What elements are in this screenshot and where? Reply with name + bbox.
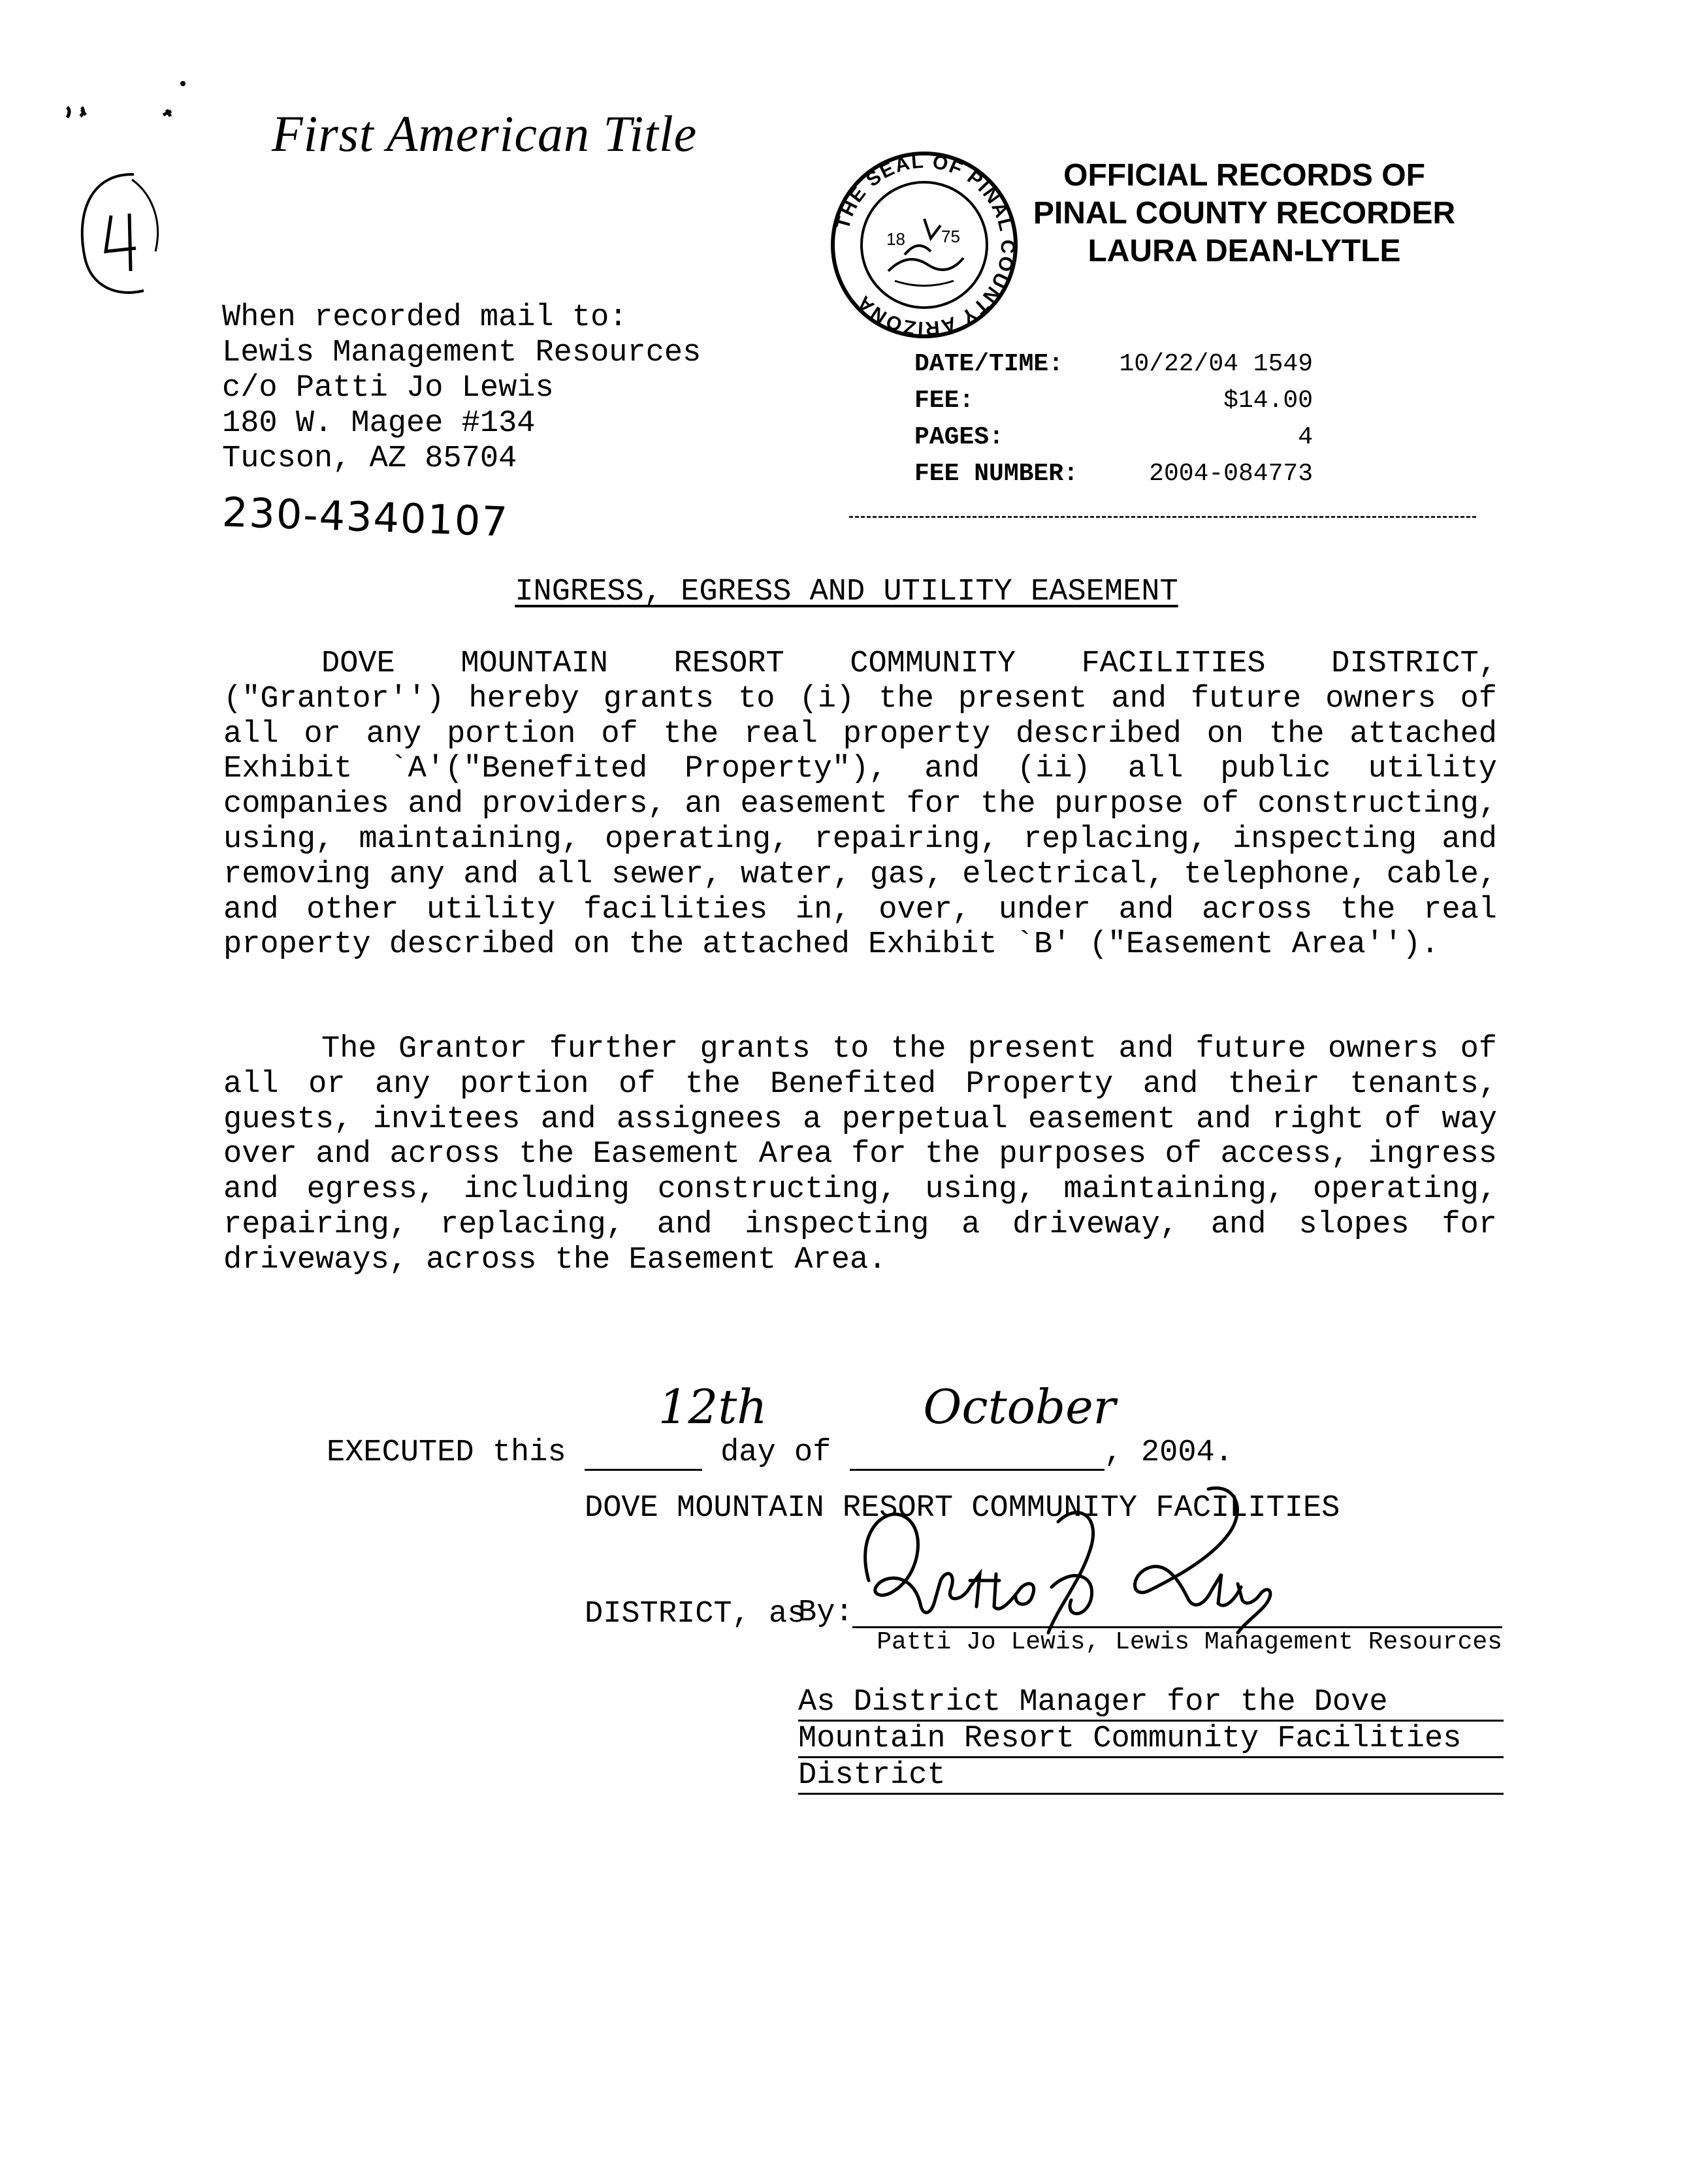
org-line: DISTRICT, as [585, 1597, 806, 1631]
recorder-line: LAURA DEAN-LYTLE [1088, 234, 1401, 268]
info-label: PAGES: [914, 423, 1004, 451]
mail-to-line: Tucson, AZ 85704 [222, 442, 517, 476]
recorder-header [1019, 157, 1470, 270]
signer-title-block [798, 1685, 1504, 1795]
mail-to-line: When recorded mail to: [222, 300, 628, 335]
info-value: 2004-084773 [1149, 460, 1313, 488]
execution-month: October [923, 1379, 1116, 1434]
mail-to-block [222, 300, 701, 477]
stray-marks-graphic [49, 72, 206, 124]
signer-title-line: As District Manager for the Dove [798, 1685, 1504, 1722]
recorder-line: OFFICIAL RECORDS OF [1063, 158, 1425, 193]
seal-year-left: 18 [886, 229, 905, 249]
org-line: DOVE MOUNTAIN RESORT COMMUNITY FACILITIES [585, 1491, 1340, 1526]
info-row-pages [914, 419, 1313, 456]
handwritten-parcel-number: 230-4340107 [221, 488, 509, 546]
info-value: $14.00 [1223, 387, 1313, 415]
seal-icon [826, 147, 1022, 343]
easement-paragraph-2: The Grantor further grants to the present and future owners of all or any portion of the Benefited Property and their tenants, guests, invitees and assignees a perpetual easement and right of way over and across the Easement Area for the purposes of access, ingress and egress, including constructing, using, maintaining, operating, repairing, replacing, and inspecting a driveway, and slopes for driveways, across the Easement Area. [223, 1032, 1497, 1277]
signer-name: Patti Jo Lewis, Lewis Management Resources [877, 1628, 1502, 1656]
signer-title-line: Mountain Resort Community Facilities [798, 1722, 1504, 1758]
info-row-datetime [914, 346, 1313, 383]
info-label: FEE NUMBER: [914, 460, 1078, 488]
seal-ring-text: THE SEAL OF PINAL COUNTY ARIZONA [831, 150, 1019, 340]
mail-to-line: 180 W. Magee #134 [222, 406, 536, 441]
company-title: First American Title [272, 105, 698, 162]
recording-divider [849, 516, 1476, 518]
execution-middle: day of [701, 1436, 850, 1470]
document-title-text: INGRESS, EGRESS AND UTILITY EASEMENT [515, 575, 1178, 609]
execution-prefix: EXECUTED this [327, 1436, 585, 1470]
document-title [0, 575, 1693, 610]
svg-text:THE SEAL OF PINAL COUNTY ARIZO [832, 151, 1019, 340]
info-value: 10/22/04 1549 [1119, 350, 1313, 378]
execution-day: 12th [658, 1379, 767, 1434]
signer-title-line: District [798, 1758, 1504, 1795]
signature [843, 1476, 1300, 1639]
stray-marks [49, 72, 206, 133]
seal-year-right: 75 [941, 227, 960, 246]
recording-info [914, 346, 1313, 492]
county-seal [826, 147, 1022, 343]
mail-to-line: c/o Patti Jo Lewis [222, 371, 554, 406]
easement-paragraph-1: DOVE MOUNTAIN RESORT COMMUNITY FACILITIES DISTRICT, ("Grantor'') hereby grants to (i) the present and future owners of all or any portion of the real property described on the attached Exhibit `A'("Benefited Property"), and (ii) all public utility companies and providers, an easement for the purpose of constructing, using, maintaining, operating, repairing, replacing, inspecting and removing any and all sewer, water, gas, electrical, telephone, cable, and other utility facilities in, over, under and across the real property described on the attached Exhibit `B' ("Easement Area''). [223, 647, 1497, 963]
mail-to-line: Lewis Management Resources [222, 336, 701, 370]
info-value: 4 [1298, 423, 1313, 451]
recorder-line: PINAL COUNTY RECORDER [1033, 196, 1456, 231]
execution-suffix: , 2004. [1104, 1436, 1233, 1470]
circled-page-mark [72, 167, 170, 300]
info-label: FEE: [914, 387, 975, 415]
info-row-fee [914, 383, 1313, 419]
info-row-fee-number [914, 456, 1313, 492]
info-label: DATE/TIME: [914, 350, 1064, 378]
signature-graphic [843, 1476, 1300, 1639]
circle-mark-icon [72, 167, 170, 300]
by-label: By: [798, 1596, 854, 1630]
